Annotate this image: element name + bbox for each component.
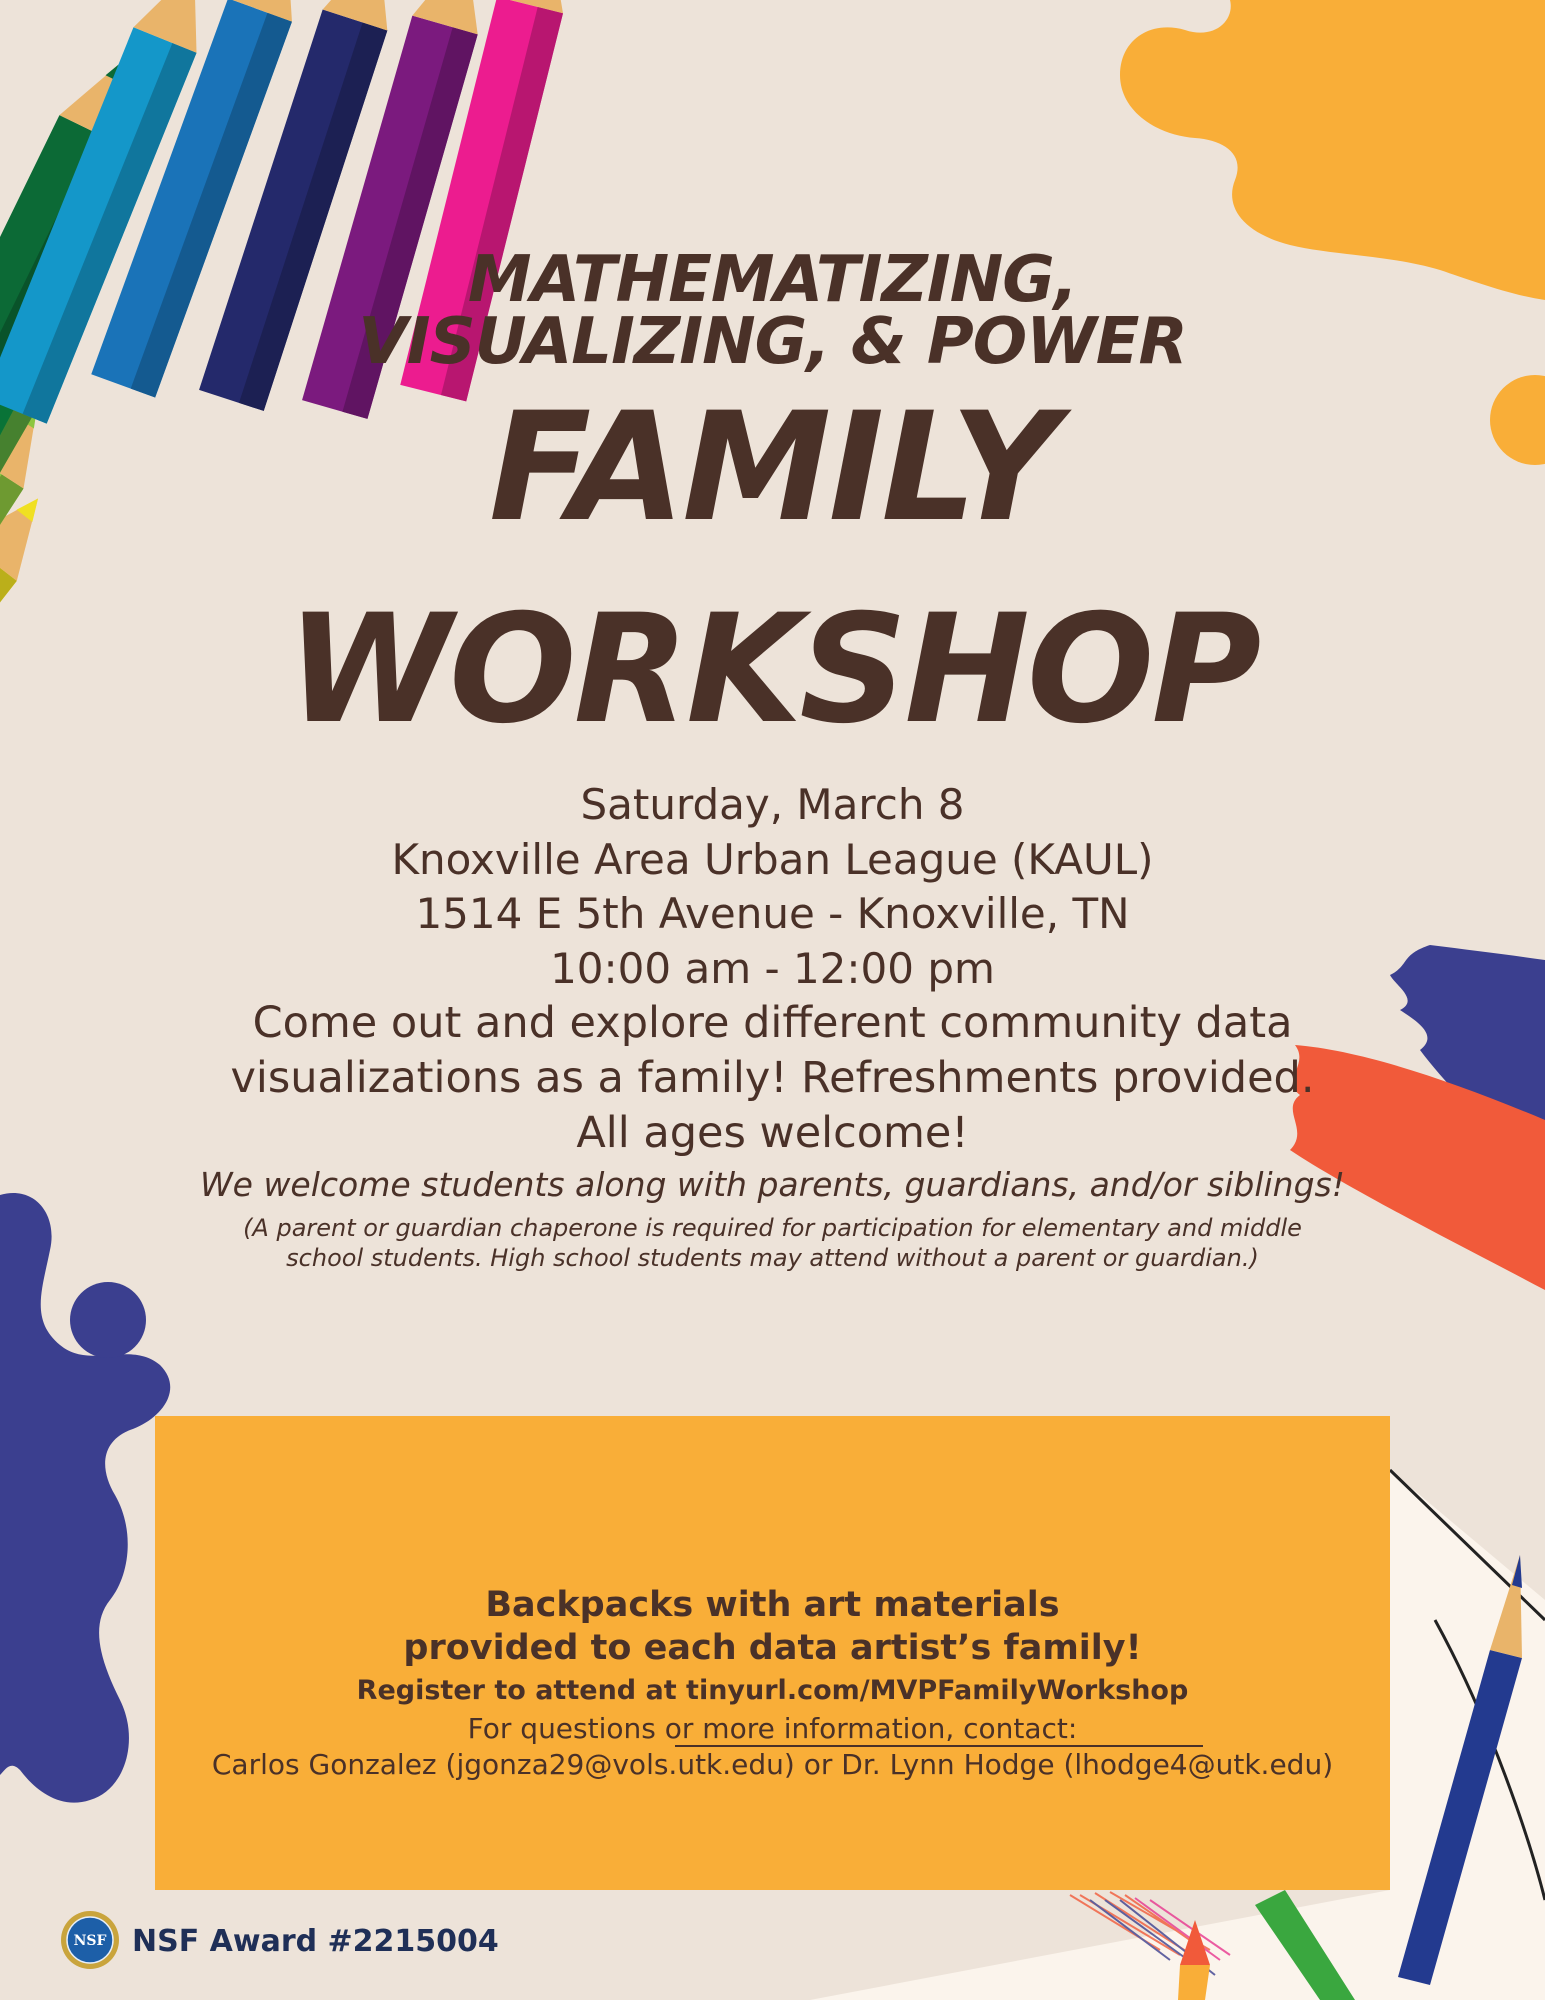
description-line-2: visualizations as a family! Refreshments provided. <box>230 1053 1315 1103</box>
backpacks-line-1: Backpacks with art materials <box>485 1585 1060 1625</box>
chaperone-note-line-1: (A parent or guardian chaperone is required for participation for elementary and middle <box>243 1214 1302 1242</box>
subtitle-line-2: VISUALIZING, & POWER <box>358 305 1187 379</box>
chaperone-note-line-2: school students. High school students may attend without a parent or guardian.) <box>286 1244 1259 1272</box>
blue-paint-splash <box>0 1193 170 1803</box>
nsf-seal-logo <box>60 1910 120 1970</box>
event-time: 10:00 am - 12:00 pm <box>550 944 995 993</box>
title-family: FAMILY <box>488 381 1057 555</box>
welcome-text: We welcome students along with parents, guardians, and/or siblings! <box>200 1165 1345 1204</box>
title-workshop: WORKSHOP <box>286 583 1259 757</box>
questions-text: For questions or more information, contact: <box>467 1712 1078 1745</box>
registration-callout <box>155 1416 1390 1890</box>
description-line-1: Come out and explore different community data <box>252 998 1293 1048</box>
event-date: Saturday, March 8 <box>580 780 965 829</box>
subtitle-line-1: MATHEMATIZING, <box>467 243 1078 317</box>
event-venue: Knoxville Area Urban League (KAUL) <box>391 835 1154 884</box>
contacts-text[interactable]: Carlos Gonzalez (jgonza29@vols.utk.edu) or Dr. Lynn Hodge (lhodge4@utk.edu) <box>211 1748 1334 1781</box>
event-address: 1514 E 5th Avenue - Knoxville, TN <box>415 889 1130 938</box>
register-link[interactable]: Register to attend at tinyurl.com/MVPFamilyWorkshop <box>356 1675 1189 1706</box>
description-line-3: All ages welcome! <box>576 1108 969 1158</box>
backpacks-line-2: provided to each data artist’s family! <box>403 1628 1142 1668</box>
nsf-seal-text: NSF <box>73 1933 107 1949</box>
nsf-award-number: NSF Award #2215004 <box>132 1924 499 1959</box>
underline-divider <box>675 1745 1203 1747</box>
